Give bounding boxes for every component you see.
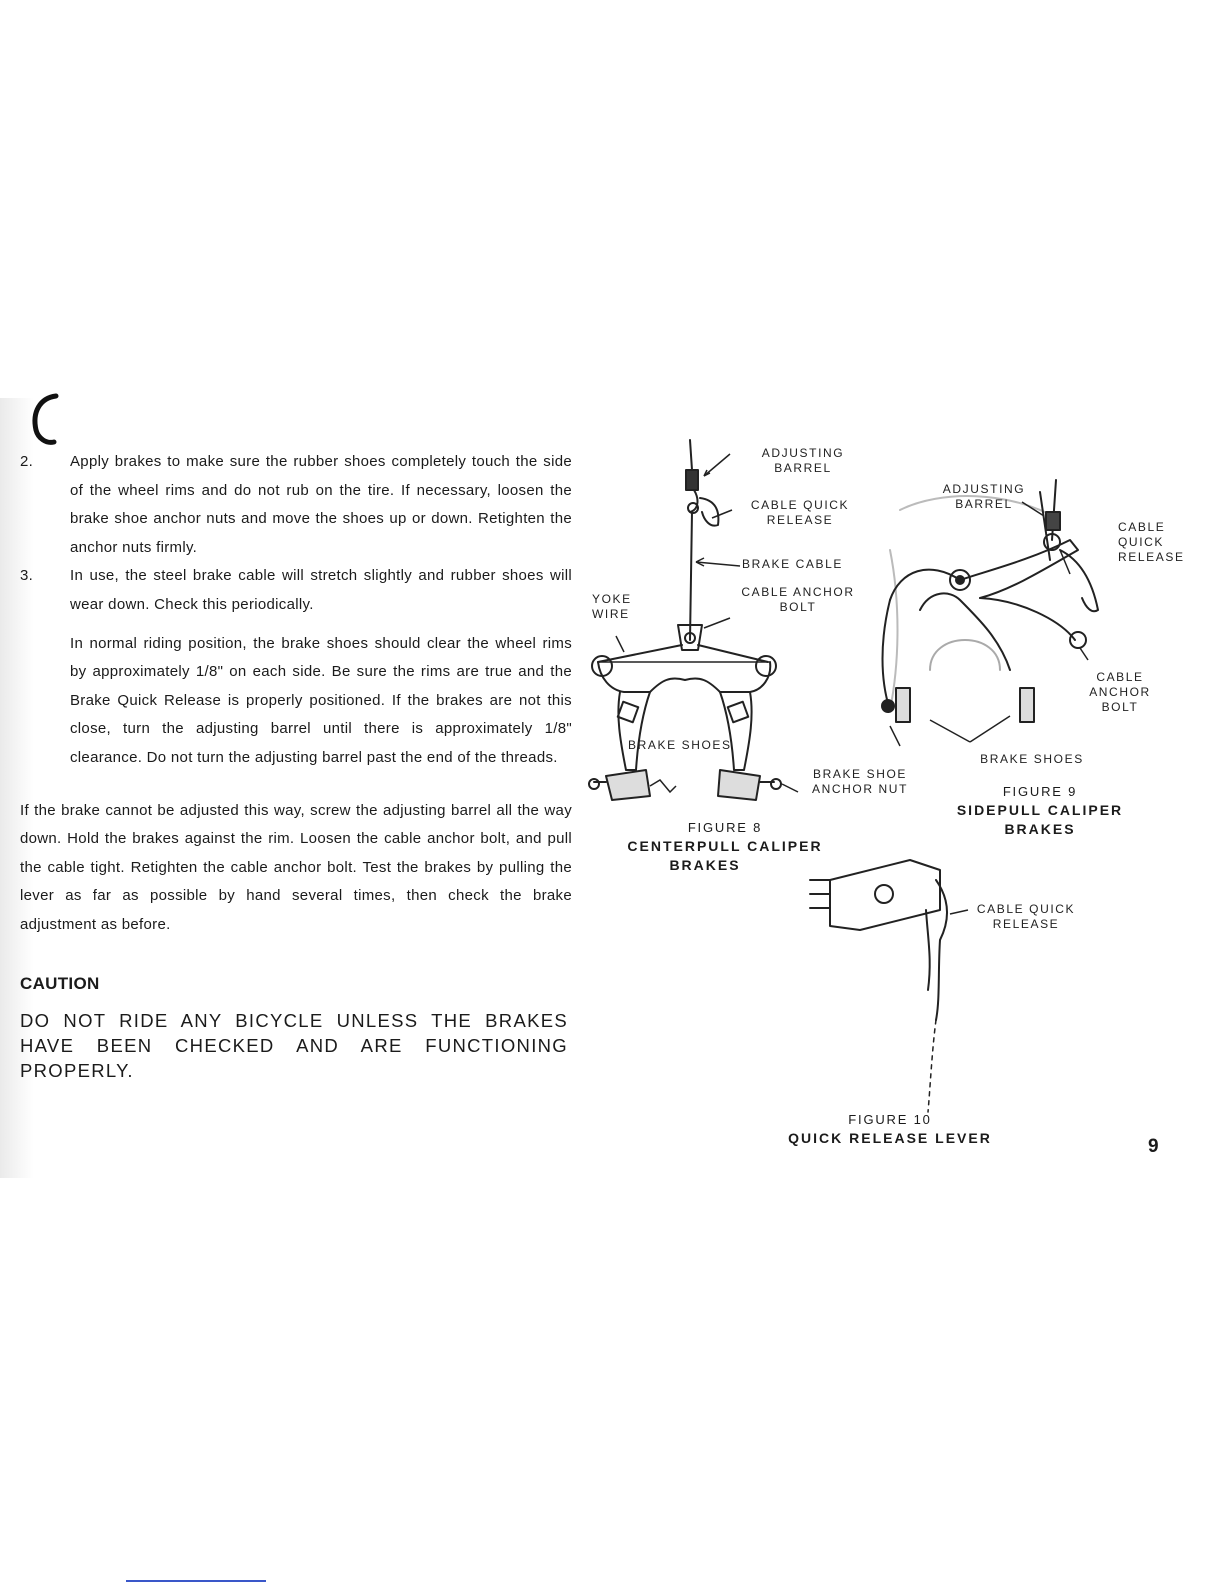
label-line: WIRE: [592, 607, 630, 621]
fig8-label-yoke-wire: [592, 592, 642, 622]
label-line: CABLE: [1096, 670, 1144, 684]
label-line: CABLE QUICK: [750, 498, 850, 512]
caution-heading: CAUTION: [20, 973, 100, 993]
fig8-label-cable-anchor-bolt: [730, 585, 866, 615]
sidepull-caliper-illustration: [860, 480, 1140, 770]
quick-release-lever-illustration: [800, 850, 980, 1130]
instructions-column: [20, 448, 572, 1083]
figure-title: BRAKES: [1004, 821, 1076, 837]
step-text: In use, the steel brake cable will stretch slightly and rubber shoes will wear down. Check this periodically.: [70, 567, 572, 613]
label-line: ANCHOR NUT: [812, 782, 908, 796]
step-3: [20, 562, 572, 619]
label-line: BRAKE SHOES: [628, 738, 732, 752]
step-number: 2.: [20, 453, 34, 470]
fig8-label-adjusting-barrel: [748, 446, 858, 476]
caution-text: DO NOT RIDE ANY BICYCLE UNLESS THE BRAKES HAVE BEEN CHECKED AND ARE FUNCTIONING PROPERLY.: [20, 1010, 568, 1082]
figure-title: QUICK RELEASE LEVER: [788, 1130, 992, 1146]
figure-number: FIGURE 10: [848, 1112, 932, 1127]
figure-title: SIDEPULL CALIPER: [956, 802, 1124, 818]
label-line: ANCHOR: [1089, 685, 1151, 699]
label-line: RELEASE: [992, 917, 1060, 931]
figure-number: FIGURE 9: [1002, 784, 1078, 799]
fig10-label-cable-quick-release: [966, 902, 1086, 932]
fig9-label-adjusting-barrel: [934, 482, 1034, 512]
figure-title: CENTERPULL CALIPER: [627, 838, 823, 854]
label-line: BOLT: [1101, 700, 1139, 714]
adjustment-paragraph: If the brake cannot be adjusted this way, screw the adjusting barrel all the way down. Hold the brakes against the rim. Loosen the cable anchor bolt, and pull the cable tight. Retighten the cable anchor bolt. Test the brakes by pulling the lever as far as possible by hand several times, then check the brake adjustment as before.: [20, 801, 572, 933]
step-text: Apply brakes to make sure the rubber shoes completely touch the side of the wheel rims and do not rub on the tire. If necessary, loosen the brake shoe anchor nuts and move the shoes up or down. Retighten the anchor nuts firmly.: [70, 453, 572, 556]
label-line: YOKE: [592, 592, 632, 606]
fig8-label-brake-cable: [742, 557, 860, 572]
figure-number: FIGURE 8: [687, 820, 763, 835]
hole-punch-mark-icon: [26, 392, 66, 448]
label-line: ADJUSTING: [942, 482, 1026, 496]
figure-10-caption: [770, 1110, 1010, 1148]
label-line: QUICK: [1118, 535, 1165, 549]
label-line: BARREL: [774, 461, 832, 475]
figure-9-caption: [930, 782, 1150, 839]
step-number: 3.: [20, 567, 34, 585]
label-line: ADJUSTING: [761, 446, 845, 460]
label-line: CABLE: [1118, 520, 1166, 534]
fig9-label-brake-shoes: [972, 752, 1092, 767]
fig8-label-brake-shoes: [628, 738, 748, 753]
label-line: BRAKE CABLE: [742, 557, 843, 571]
page-number: 9: [1148, 1136, 1159, 1157]
label-line: RELEASE: [1118, 550, 1185, 564]
label-line: BRAKE SHOE: [812, 767, 908, 781]
label-line: RELEASE: [766, 513, 834, 527]
label-line: BOLT: [779, 600, 817, 614]
fig8-label-cable-quick-release: [740, 498, 860, 528]
step-2: [20, 448, 572, 562]
label-line: BARREL: [955, 497, 1013, 511]
fig9-label-cable-quick-release: [1118, 520, 1192, 565]
label-line: CABLE ANCHOR: [741, 585, 855, 599]
page-indicator-bar: [126, 1580, 266, 1582]
clearance-paragraph: In normal riding position, the brake shoes should clear the wheel rims by approximately 1/8" on each side. Be sure the rims are true and the Brake Quick Release is properly positioned. If the brakes are not this close, turn the adjusting barrel until there is approximately 1/8" clearance. Do not turn the adjusting barrel past the end of the threads.: [70, 634, 572, 766]
figure-title: BRAKES: [669, 857, 741, 873]
fig8-label-brake-shoe-anchor-nut: [800, 767, 920, 797]
label-line: CABLE QUICK: [976, 902, 1076, 916]
fig9-label-cable-anchor-bolt: [1078, 670, 1162, 715]
label-line: BRAKE SHOES: [980, 752, 1084, 766]
